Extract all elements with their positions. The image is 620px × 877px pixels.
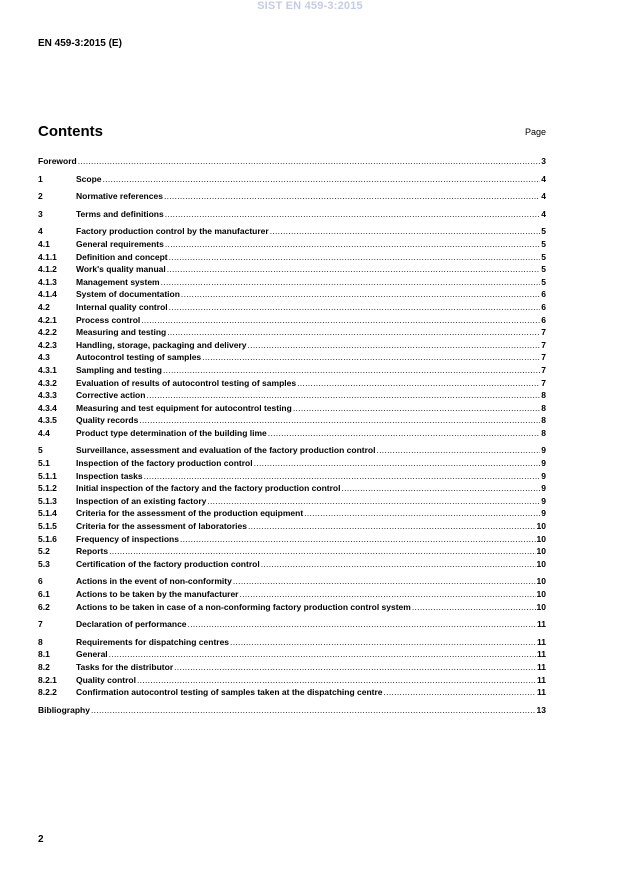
toc-entry-title: Internal quality control xyxy=(76,301,168,312)
toc-entry[interactable] xyxy=(38,588,546,601)
toc-entry[interactable] xyxy=(38,601,546,614)
toc-entry-title: Evaluation of results of autocontrol testing of samples xyxy=(76,377,297,388)
toc-entry-page: 13 xyxy=(536,704,546,715)
dot-leader xyxy=(169,301,541,314)
toc-entry-title: Foreword xyxy=(38,156,77,166)
dot-leader xyxy=(384,686,536,699)
page-number: 2 xyxy=(38,834,44,845)
toc-entry-number: 4.1.4 xyxy=(38,289,57,300)
toc-entry[interactable] xyxy=(38,661,546,674)
toc-entry-page: 10 xyxy=(536,533,546,544)
toc-entry-page: 6 xyxy=(541,314,546,325)
toc-entry-page: 5 xyxy=(541,264,546,275)
toc-entry[interactable] xyxy=(38,575,546,588)
toc-entry-number: 5.3 xyxy=(38,558,50,569)
toc-entry-page: 7 xyxy=(541,339,546,350)
toc-entry-number: 5.1.1 xyxy=(38,470,57,481)
toc-entry-page: 7 xyxy=(541,364,546,375)
toc-entry-title: Measuring and test equipment for autocontrol testing xyxy=(76,402,292,413)
toc-entry-title: Bibliography xyxy=(38,704,90,715)
toc-entry[interactable] xyxy=(38,414,546,427)
toc-entry[interactable] xyxy=(38,507,546,520)
toc-entry-title: Criteria for the assessment of laboratories xyxy=(76,521,248,532)
toc-entry-page: 10 xyxy=(536,521,546,532)
toc-entry-number: 4.3.3 xyxy=(38,390,57,401)
toc-entry-number: 4.1 xyxy=(38,238,50,249)
watermark-text: SIST EN 459-3:2015 xyxy=(257,0,363,12)
dot-leader xyxy=(167,263,541,276)
toc-entry-title: Declaration of performance xyxy=(76,619,187,630)
toc-entry-title: Definition and concept xyxy=(76,251,168,262)
toc-entry-number: 5 xyxy=(38,445,43,456)
toc-entry-number: 5.1.5 xyxy=(38,521,57,532)
toc-entry-number: 6 xyxy=(38,576,43,587)
dot-leader xyxy=(376,444,540,457)
dot-leader xyxy=(261,558,536,571)
dot-leader xyxy=(202,351,540,364)
toc-entry[interactable] xyxy=(38,686,546,699)
toc-entry-title: Autocontrol testing of samples xyxy=(76,352,202,363)
dot-leader xyxy=(165,208,541,221)
toc-entry-page: 8 xyxy=(541,402,546,413)
toc-entry-page: 11 xyxy=(537,649,546,660)
toc-entry[interactable] xyxy=(38,263,546,276)
toc-entry[interactable] xyxy=(38,444,546,457)
toc-entry-title: Process control xyxy=(76,314,141,325)
toc-entry[interactable] xyxy=(38,238,546,251)
dot-leader xyxy=(144,470,541,483)
dot-leader xyxy=(293,402,540,415)
dot-leader xyxy=(248,339,541,352)
toc-entry-title: Work's quality manual xyxy=(76,264,166,275)
page-column-label: Page xyxy=(524,127,546,137)
dot-leader xyxy=(181,288,540,301)
dot-leader xyxy=(91,704,536,717)
dot-leader xyxy=(146,389,540,402)
toc-entry[interactable] xyxy=(38,190,546,203)
toc-entry-page: 11 xyxy=(537,636,546,647)
toc-entry-page: 7 xyxy=(541,377,546,388)
toc-entry-page: 7 xyxy=(541,327,546,338)
dot-leader xyxy=(165,238,540,251)
toc-entry-title: Requirements for dispatching centres xyxy=(76,636,230,647)
toc-entry-page: 8 xyxy=(541,427,546,438)
toc-entry-number: 4.3.2 xyxy=(38,377,57,388)
toc-entry-number: 3 xyxy=(38,208,43,219)
toc-entry-page: 8 xyxy=(541,415,546,426)
toc-entry-number: 4.2.1 xyxy=(38,314,57,325)
dot-leader xyxy=(188,618,536,631)
document-identifier: EN 459-3:2015 (E) xyxy=(38,38,122,49)
toc-entry-page: 11 xyxy=(537,661,546,672)
toc-entry-number: 8.2 xyxy=(38,661,50,672)
toc-entry[interactable] xyxy=(38,457,546,470)
toc-entry-title: General requirements xyxy=(76,238,164,249)
toc-entry-title: Confirmation autocontrol testing of samples taken at the dispatching centre xyxy=(76,687,383,698)
toc-entry[interactable] xyxy=(38,427,546,440)
toc-entry-page: 10 xyxy=(536,558,546,569)
toc-entry-number: 4.4 xyxy=(38,427,50,438)
toc-entry-number: 5.1 xyxy=(38,458,50,469)
toc-entry[interactable] xyxy=(38,520,546,533)
toc-entry-page: 5 xyxy=(541,238,546,249)
toc-entry[interactable] xyxy=(38,545,546,558)
dot-leader xyxy=(207,495,540,508)
toc-entry-title: Criteria for the assessment of the production equipment xyxy=(76,508,304,519)
toc-entry-number: 4.1.1 xyxy=(38,251,57,262)
toc-entry[interactable] xyxy=(38,301,546,314)
toc-entry-page: 6 xyxy=(541,289,546,300)
toc-entry-title: Sampling and testing xyxy=(76,364,162,375)
toc-entry[interactable] xyxy=(38,351,546,364)
toc-entry-page: 10 xyxy=(536,589,546,599)
toc-entry-number: 4.3.5 xyxy=(38,415,57,426)
dot-leader xyxy=(161,276,541,289)
toc-entry[interactable] xyxy=(38,648,546,661)
toc-entry[interactable] xyxy=(38,173,546,186)
toc-entry-page: 5 xyxy=(541,226,546,237)
toc-entry-page: 10 xyxy=(536,546,546,557)
dot-leader xyxy=(254,457,541,470)
toc-entry-page: 9 xyxy=(541,508,546,519)
toc-entry-title: Certification of the factory production control xyxy=(76,558,260,569)
dot-leader xyxy=(180,533,536,546)
toc-entry-page: 9 xyxy=(541,495,546,506)
toc-entry-page: 9 xyxy=(541,445,546,456)
toc-entry[interactable] xyxy=(38,674,546,687)
dot-leader xyxy=(164,190,540,203)
toc-entry-title: Actions in the event of non-conformity xyxy=(76,576,232,587)
toc-entry-title: Initial inspection of the factory and the factory production control xyxy=(76,483,341,494)
toc-entry-page: 4 xyxy=(541,208,546,219)
toc-entry[interactable] xyxy=(38,636,546,649)
toc-entry[interactable] xyxy=(38,225,546,238)
toc-entry-number: 4.3.1 xyxy=(38,364,57,375)
toc-entry-title: Product type determination of the building lime xyxy=(76,427,267,438)
toc-entry[interactable] xyxy=(38,704,546,717)
toc-entry-page: 9 xyxy=(541,470,546,481)
toc-entry-number: 4.2.3 xyxy=(38,339,57,350)
toc-entry-number: 2 xyxy=(38,191,43,202)
dot-leader xyxy=(103,173,541,186)
toc-entry-number: 4.3 xyxy=(38,352,50,363)
toc-entry-title: Factory production control by the manufacturer xyxy=(76,226,269,237)
toc-entry-number: 5.2 xyxy=(38,546,50,557)
toc-entry-number: 5.1.2 xyxy=(38,483,57,494)
table-of-contents xyxy=(38,155,546,716)
dot-leader xyxy=(137,674,536,687)
toc-entry[interactable] xyxy=(38,470,546,483)
toc-entry-number: 7 xyxy=(38,619,43,630)
dot-leader xyxy=(297,377,540,390)
toc-entry-number: 6.2 xyxy=(38,601,50,612)
toc-entry-title: Reports xyxy=(76,546,109,557)
toc-entry-title: Scope xyxy=(76,173,102,184)
toc-entry-page: 4 xyxy=(541,173,546,184)
toc-entry-title: Quality records xyxy=(76,415,139,426)
toc-entry[interactable] xyxy=(38,326,546,339)
dot-leader xyxy=(248,520,536,533)
dot-leader xyxy=(141,314,540,327)
toc-entry-title: Normative references xyxy=(76,191,163,202)
toc-entry[interactable] xyxy=(38,155,546,168)
toc-entry-number: 8.1 xyxy=(38,649,50,660)
toc-entry-title: Frequency of inspections xyxy=(76,533,179,544)
toc-entry-number: 5.1.6 xyxy=(38,533,57,544)
dot-leader xyxy=(174,661,536,674)
dot-leader xyxy=(233,575,536,588)
toc-entry-title: System of documentation xyxy=(76,289,180,300)
dot-leader xyxy=(163,364,540,377)
dot-leader xyxy=(270,225,541,238)
toc-entry-page: 5 xyxy=(541,251,546,262)
toc-entry-page: 11 xyxy=(537,687,546,698)
dot-leader xyxy=(139,414,540,427)
toc-entry-page: 10 xyxy=(536,601,546,612)
toc-entry[interactable] xyxy=(38,314,546,327)
toc-entry-title: Quality control xyxy=(76,674,136,685)
toc-entry[interactable] xyxy=(38,495,546,508)
dot-leader xyxy=(78,155,541,168)
toc-entry-page: 3 xyxy=(541,156,546,166)
toc-entry-page: 11 xyxy=(537,619,546,630)
toc-entry-number: 8 xyxy=(38,636,43,647)
toc-entry-title: General xyxy=(76,649,108,660)
toc-entry-number: 5.1.3 xyxy=(38,495,57,506)
toc-entry-title: Handling, storage, packaging and delivery xyxy=(76,339,247,350)
toc-entry-page: 9 xyxy=(541,483,546,494)
toc-entry[interactable] xyxy=(38,208,546,221)
toc-entry-number: 6.1 xyxy=(38,589,50,599)
dot-leader xyxy=(109,648,536,661)
toc-entry[interactable] xyxy=(38,339,546,352)
toc-entry[interactable] xyxy=(38,364,546,377)
dot-leader xyxy=(109,545,535,558)
toc-entry[interactable] xyxy=(38,251,546,264)
toc-entry-title: Tasks for the distributor xyxy=(76,661,174,672)
toc-entry-title: Actions to be taken in case of a non-conforming factory production control system xyxy=(76,601,411,612)
toc-entry-number: 1 xyxy=(38,173,43,184)
dot-leader xyxy=(268,427,540,440)
toc-entry-title: Inspection tasks xyxy=(76,470,143,481)
toc-entry-title: Management system xyxy=(76,276,160,287)
toc-entry-number: 4.2.2 xyxy=(38,327,57,338)
toc-entry-page: 11 xyxy=(537,674,546,685)
dot-leader xyxy=(239,588,535,601)
contents-heading: Contents xyxy=(38,123,103,140)
toc-entry-page: 10 xyxy=(536,576,546,587)
toc-entry-page: 5 xyxy=(541,276,546,287)
toc-entry-title: Corrective action xyxy=(76,390,146,401)
toc-entry[interactable] xyxy=(38,377,546,390)
toc-entry-title: Inspection of an existing factory xyxy=(76,495,207,506)
dot-leader xyxy=(167,326,540,339)
toc-entry[interactable] xyxy=(38,533,546,546)
dot-leader xyxy=(341,482,540,495)
toc-entry-title: Actions to be taken by the manufacturer xyxy=(76,589,239,599)
toc-entry-page: 6 xyxy=(541,301,546,312)
toc-entry-page: 8 xyxy=(541,390,546,401)
toc-entry-number: 4.2 xyxy=(38,301,50,312)
toc-entry-title: Terms and definitions xyxy=(76,208,164,219)
toc-entry[interactable] xyxy=(38,482,546,495)
toc-entry-number: 4.3.4 xyxy=(38,402,57,413)
dot-leader xyxy=(412,601,536,614)
toc-entry-page: 9 xyxy=(541,458,546,469)
toc-entry[interactable] xyxy=(38,276,546,289)
toc-entry-title: Inspection of the factory production control xyxy=(76,458,253,469)
toc-entry[interactable] xyxy=(38,288,546,301)
toc-entry-number: 5.1.4 xyxy=(38,508,57,519)
toc-entry-page: 7 xyxy=(541,352,546,363)
toc-entry-number: 4.1.3 xyxy=(38,276,57,287)
toc-entry-page: 4 xyxy=(541,191,546,202)
dot-leader xyxy=(304,507,540,520)
dot-leader xyxy=(230,636,536,649)
toc-entry-number: 4 xyxy=(38,226,43,237)
toc-entry-number: 8.2.1 xyxy=(38,674,57,685)
toc-entry-number: 4.1.2 xyxy=(38,264,57,275)
toc-entry-title: Surveillance, assessment and evaluation of the factory production control xyxy=(76,445,376,456)
toc-entry[interactable] xyxy=(38,618,546,631)
toc-entry-title: Measuring and testing xyxy=(76,327,167,338)
toc-entry[interactable] xyxy=(38,558,546,571)
toc-entry[interactable] xyxy=(38,389,546,402)
dot-leader xyxy=(169,251,541,264)
toc-entry[interactable] xyxy=(38,402,546,415)
toc-entry-number: 8.2.2 xyxy=(38,687,57,698)
